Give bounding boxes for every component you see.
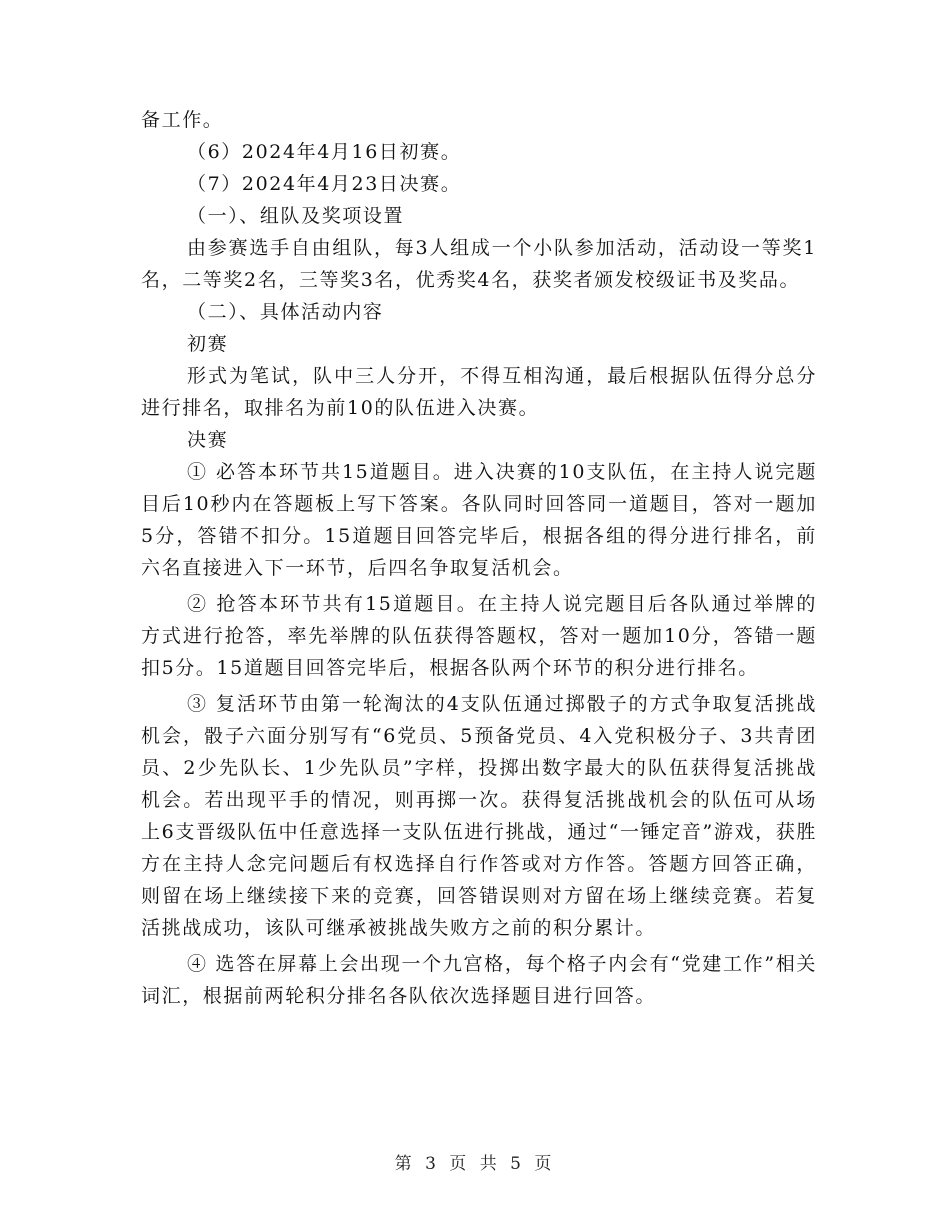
schedule-item-6: （6）2024年4月16日初赛。 — [187, 141, 462, 163]
paragraph-buzzer-round: ② 抢答本环节共有15道题目。在主持人说完题目后各队通过举牌的方式进行抢答，率先举牌的队伍获得答题权，答对一题加10分，答错一题扣5分。15道题目回答完毕后，根据各队两个环节的积分进行排名。 — [141, 593, 817, 679]
paragraph-preliminary: 形式为笔试，队中三人分开，不得互相沟通，最后根据队伍得分总分进行排名，取排名为前10的队伍进入决赛。 — [141, 365, 817, 419]
paragraph-continuation: 备工作。 — [141, 109, 224, 131]
paragraph-required-round: ① 必答本环节共15道题目。进入决赛的10支队伍，在主持人说完题目后10秒内在答题板上写下答案。各队同时回答同一道题目，答对一题加5分，答错不扣分。15道题目回答完毕后，根据各组的得分进行排名，前六名直接进入下一环节，后四名争取复活机会。 — [141, 461, 817, 579]
section-heading-activity-content: （二）、具体活动内容 — [187, 301, 384, 323]
paragraph-choice-round: ④ 选答在屏幕上会出现一个九宫格，每个格子内会有“党建工作”相关词汇，根据前两轮积分排名各队依次选择题目进行回答。 — [141, 953, 817, 1007]
paragraph-revival-round: ③ 复活环节由第一轮淘汰的4支队伍通过掷骰子的方式争取复活挑战机会，骰子六面分别写有“6党员、5预备党员、4入党积极分子、3共青团员、2少先队长、1少先队员”字样，投掷出数字最大的队伍获得复活挑战机会。若出现平手的情况，则再掷一次。获得复活挑战机会的队伍可从场上6支晋级队伍中任意选择一支队伍进行挑战，通过“一锤定音”游戏，获胜方在主持人念完问题后有权选择自行作答或对方作答。答题方回答正确，则留在场上继续接下来的竞赛，回答错误则对方留在场上继续竞赛。若复活挑战成功，该队可继承被挑战失败方之前的积分累计。 — [141, 693, 817, 939]
document-body — [141, 104, 817, 1012]
schedule-item-7: （7）2024年4月23日决赛。 — [187, 173, 462, 195]
subheading-preliminary: 初赛 — [187, 333, 229, 355]
subheading-final: 决赛 — [187, 429, 229, 451]
section-heading-team-awards: （一）、组队及奖项设置 — [187, 205, 405, 227]
page-footer: 第 3 页 共 5 页 — [394, 1154, 556, 1174]
paragraph-team-awards: 由参赛选手自由组队，每3人组成一个小队参加活动，活动设一等奖1名，二等奖2名，三等奖3名，优秀奖4名，获奖者颁发校级证书及奖品。 — [141, 237, 817, 291]
